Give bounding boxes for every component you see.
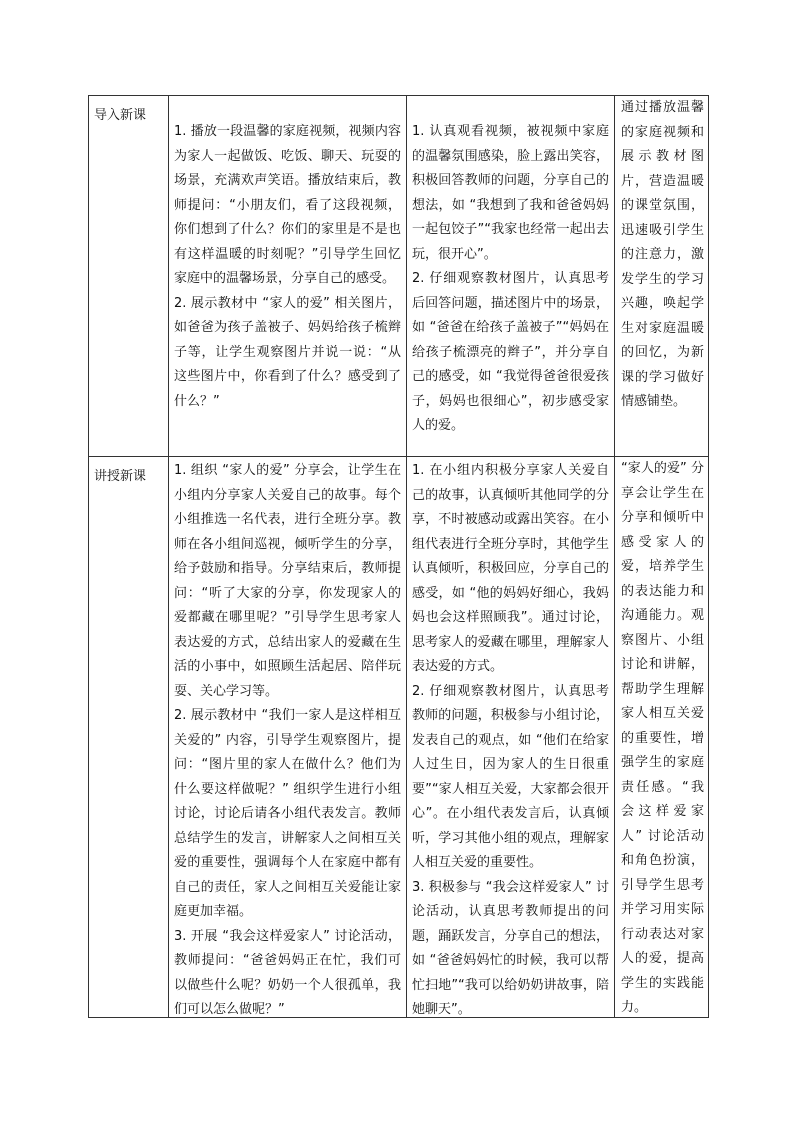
design-intent-cell (615, 96, 709, 457)
design-intent-text: “家人的爱” 分享会让学生在分享和倾听中感受家人的爱，培养学生的表达能力和沟通能力。观察图片、小组讨论和讲解，帮助学生理解家人相互关爱的重要性，增强学生的家庭责任感。“我会这样爱家人” 讨论活动和角色扮演，引导学生思考并学习用实际行动表达对家人的爱，提高学生的实践能力。 (621, 461, 704, 1015)
section-title: 讲授新课 (94, 469, 147, 484)
teacher-activity-cell (169, 457, 407, 1018)
teacher-step: 2. 展示教材中 “我们一家人是这样相互关爱的” 内容，引导学生观察图片，提问：“图片里的家人在做什么？他们为什么要这样做呢？” 组织学生进行小组讨论，讨论后请各小组代表发言。教师总结学生的发言，讲解家人之间相互关爱的重要性，强调每个人在家庭中都有自己的责任，家人之间相互关爱能让家庭更加幸福。 (174, 708, 401, 919)
section-title: 导入新课 (94, 108, 147, 123)
teacher-step: 2. 展示教材中 “家人的爱” 相关图片，如爸爸为孩子盖被子、妈妈给孩子梳辫子等，让学生观察图片并说一说：“从这些图片中，你看到了什么？感受到了什么？” (174, 295, 401, 409)
teacher-activity-cell (169, 96, 407, 457)
student-activity-cell (407, 96, 615, 457)
teacher-step: 1. 播放一段温馨的家庭视频，视频内容为家人一起做饭、吃饭、聊天、玩耍的场景，充满欢声笑语。播放结束后，教师提问：“小朋友们，看了这段视频，你们想到了什么？你们的家里是不是也有这样温暖的时刻呢？”引导学生回忆家庭中的温馨场景，分享自己的感受。 (174, 124, 401, 286)
teacher-step: 3. 开展 “我会这样爱家人” 讨论活动，教师提问：“爸爸妈妈正在忙，我们可以做些什么呢？奶奶一个人很孤单，我们可以怎么做呢？” (174, 928, 401, 1017)
lesson-plan-table (88, 95, 709, 1018)
design-intent-cell (615, 457, 709, 1018)
section-cell (89, 457, 169, 1018)
teacher-step: 1. 组织 “家人的爱” 分享会，让学生在小组内分享家人关爱自己的故事。每个小组推选一名代表，进行全班分享。教师在各小组间巡视，倾听学生的分享，给予鼓励和指导。分享结束后，教师提问：“听了大家的分享，你发现家人的爱都藏在哪里呢？”引导学生思考家人表达爱的方式，总结出家人的爱藏在生活的小事中，如照顾生活起居、陪伴玩耍、关心学习等。 (174, 463, 401, 699)
student-step: 1. 在小组内积极分享家人关爱自己的故事，认真倾听其他同学的分享，不时被感动或露出笑容。在小组代表进行全班分享时，其他学生认真倾听，积极回应，分享自己的感受，如 “他的妈妈好细心，我妈妈也会这样照顾我”。通过讨论，思考家人的爱藏在哪里，理解家人表达爱的方式。 (412, 463, 609, 674)
student-step: 2. 仔细观察教材图片，认真思考后回答问题，描述图片中的场景，如 “爸爸在给孩子盖被子”“妈妈在给孩子梳漂亮的辫子”，并分享自己的感受，如 “我觉得爸爸很爱孩子，妈妈也很细心”，初步感受家人的爱。 (412, 271, 609, 433)
student-step: 2. 仔细观察教材图片，认真思考教师的问题，积极参与小组讨论，发表自己的观点，如 “他们在给家人过生日，因为家人的生日很重要”“家人相互关爱，大家都会很开心”。在小组代表发言后，认真倾听，学习其他小组的观点，理解家人相互关爱的重要性。 (412, 683, 609, 870)
table-row (89, 96, 709, 457)
student-step: 3. 积极参与 “我会这样爱家人” 讨论活动，认真思考教师提出的问题，踊跃发言，分享自己的想法，如 “爸爸妈妈忙的时候，我可以帮忙扫地”“我可以给奶奶讲故事，陪她聊天”。 (412, 879, 609, 1017)
design-intent-text: 通过播放温馨的家庭视频和展示教材图片，营造温暖的课堂氛围，迅速吸引学生的注意力，激发学生的学习兴趣，唤起学生对家庭温暖的回忆，为新课的学习做好情感铺垫。 (621, 100, 704, 409)
table-row (89, 457, 709, 1018)
student-step: 1. 认真观看视频，被视频中家庭的温馨氛围感染，脸上露出笑容，积极回答教师的问题，分享自己的想法，如 “我想到了我和爸爸妈妈一起包饺子”“我家也经常一起出去玩，很开心”。 (412, 124, 609, 262)
student-activity-cell (407, 457, 615, 1018)
section-cell (89, 96, 169, 457)
